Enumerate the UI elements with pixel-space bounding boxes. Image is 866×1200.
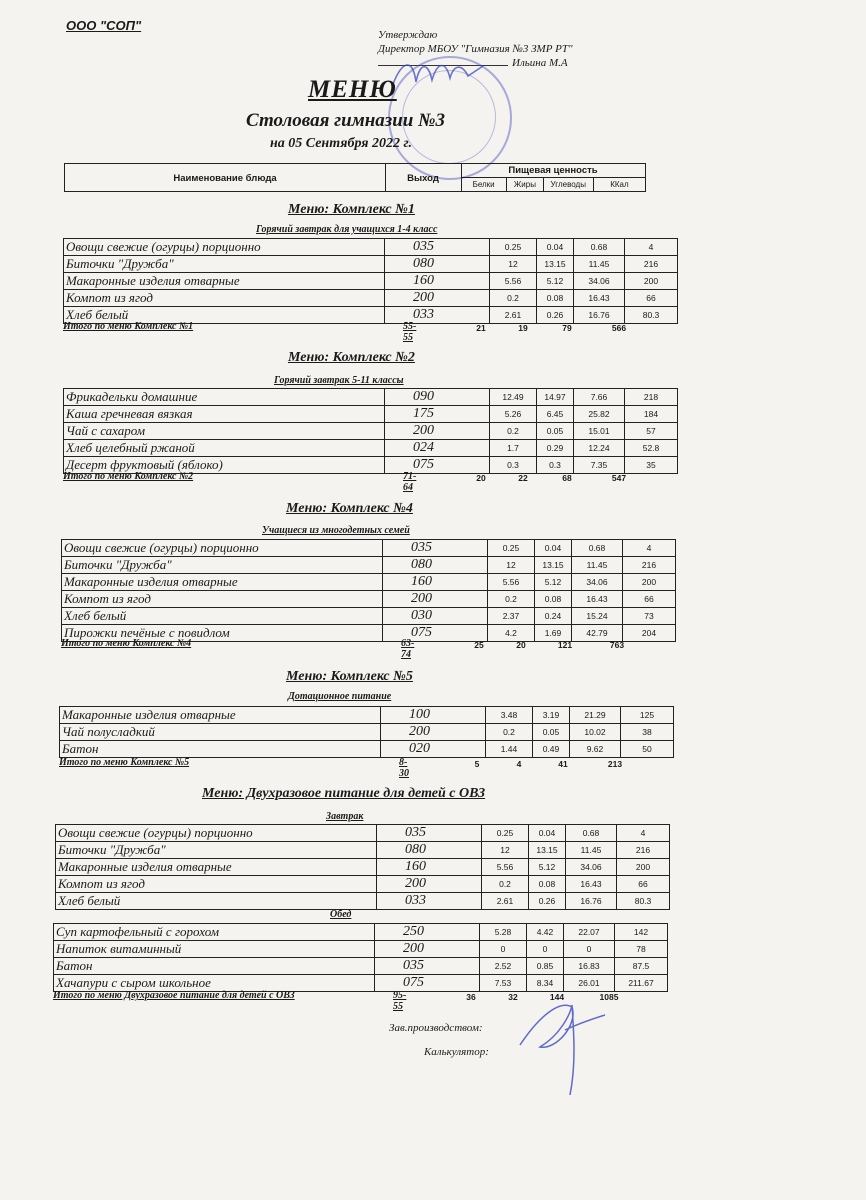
dish-output: 020 bbox=[381, 741, 486, 758]
table-row bbox=[56, 825, 670, 842]
table-row bbox=[62, 574, 676, 591]
dish-fat: 0.49 bbox=[533, 741, 570, 758]
dish-name: Макаронные изделия отварные bbox=[64, 273, 385, 290]
dish-output: 035 bbox=[377, 825, 482, 842]
dish-fat: 0.08 bbox=[529, 876, 566, 893]
total-output: 8-30 bbox=[399, 757, 409, 779]
dish-carbs: 16.83 bbox=[564, 958, 615, 975]
dish-carbs: 10.02 bbox=[570, 724, 621, 741]
dish-carbs: 11.45 bbox=[566, 842, 617, 859]
dish-protein: 0.25 bbox=[482, 825, 529, 842]
header-protein: Белки bbox=[461, 178, 507, 191]
dish-kcal: 216 bbox=[617, 842, 670, 859]
section-title-complex-2: Меню: Комплекс №2 bbox=[288, 350, 415, 365]
dish-name: Каша гречневая вязкая bbox=[64, 406, 385, 423]
dish-protein: 12 bbox=[488, 557, 535, 574]
manager-signature-icon bbox=[510, 995, 610, 1105]
dish-protein: 0.3 bbox=[490, 457, 537, 474]
dish-name: Напиток витаминный bbox=[54, 941, 375, 958]
dish-kcal: 87.5 bbox=[615, 958, 668, 975]
total-carbs: 121 bbox=[557, 640, 573, 650]
dish-kcal: 80.3 bbox=[625, 307, 678, 324]
dish-kcal: 211.67 bbox=[615, 975, 668, 992]
table-row bbox=[54, 924, 668, 941]
dish-name: Биточки "Дружба" bbox=[56, 842, 377, 859]
subsection-title-complex-5: Дотационное питание bbox=[288, 691, 392, 702]
dish-name: Фрикадельки домашние bbox=[64, 389, 385, 406]
header-nutrition-label: Пищевая ценность bbox=[461, 164, 645, 178]
total-protein: 21 bbox=[476, 323, 486, 333]
dish-protein: 1.44 bbox=[486, 741, 533, 758]
dish-name: Батон bbox=[54, 958, 375, 975]
section-title-complex-5: Меню: Комплекс №5 bbox=[286, 669, 413, 684]
total-kcal: 566 bbox=[611, 323, 627, 333]
dish-carbs: 42.79 bbox=[572, 625, 623, 642]
total-carbs: 79 bbox=[562, 323, 572, 333]
dish-name: Чай полусладкий bbox=[60, 724, 381, 741]
dish-name: Хлеб белый bbox=[64, 307, 385, 324]
total-kcal: 213 bbox=[607, 759, 623, 769]
subsection-title-complex-2: Горячий завтрак 5-11 классы bbox=[274, 375, 404, 386]
subsection-title-complex-1: Горячий завтрак для учащихся 1-4 класс bbox=[256, 224, 438, 235]
total-fat: 32 bbox=[508, 992, 518, 1002]
dish-carbs: 7.35 bbox=[574, 457, 625, 474]
table-row bbox=[56, 859, 670, 876]
dish-fat: 14.97 bbox=[537, 389, 574, 406]
dish-output: 080 bbox=[383, 557, 488, 574]
director-name: Ильина М.А bbox=[512, 57, 568, 69]
dish-protein: 0.2 bbox=[486, 724, 533, 741]
table-header bbox=[64, 163, 646, 192]
dish-kcal: 200 bbox=[617, 859, 670, 876]
total-fat: 4 bbox=[516, 759, 522, 769]
section-title-ovz: Меню: Двухразовое питание для детей с ОВЗ bbox=[202, 786, 486, 801]
total-label: Итого по меню Двухразовое питание для детей с ОВЗ bbox=[53, 990, 295, 1001]
dish-output: 175 bbox=[385, 406, 490, 423]
dish-kcal: 80.3 bbox=[617, 893, 670, 910]
dish-fat: 0.26 bbox=[537, 307, 574, 324]
dish-output: 080 bbox=[377, 842, 482, 859]
dish-fat: 0.04 bbox=[535, 540, 572, 557]
dish-name: Овощи свежие (огурцы) порционно bbox=[62, 540, 383, 557]
director-title: Директор МБОУ "Гимназия №3 ЗМР РТ" bbox=[378, 43, 573, 55]
table-row bbox=[62, 591, 676, 608]
dish-carbs: 12.24 bbox=[574, 440, 625, 457]
table-row bbox=[64, 389, 678, 406]
dish-name: Компот из ягод bbox=[64, 290, 385, 307]
dish-protein: 0.2 bbox=[482, 876, 529, 893]
table-row bbox=[64, 256, 678, 273]
total-protein: 5 bbox=[474, 759, 480, 769]
dish-protein: 12.49 bbox=[490, 389, 537, 406]
dish-output: 075 bbox=[385, 457, 490, 474]
dish-output: 033 bbox=[385, 307, 490, 324]
dish-carbs: 0 bbox=[564, 941, 615, 958]
dish-name: Суп картофельный с горохом bbox=[54, 924, 375, 941]
dish-output: 160 bbox=[383, 574, 488, 591]
dish-output: 160 bbox=[385, 273, 490, 290]
dish-carbs: 34.06 bbox=[572, 574, 623, 591]
dish-kcal: 218 bbox=[625, 389, 678, 406]
dish-kcal: 4 bbox=[625, 239, 678, 256]
dish-output: 200 bbox=[377, 876, 482, 893]
dish-fat: 0.04 bbox=[537, 239, 574, 256]
dish-kcal: 216 bbox=[625, 256, 678, 273]
dish-fat: 0.05 bbox=[533, 724, 570, 741]
dish-fat: 0.26 bbox=[529, 893, 566, 910]
dish-name: Хлеб целебный ржаной bbox=[64, 440, 385, 457]
dish-fat: 13.15 bbox=[537, 256, 574, 273]
table-row bbox=[64, 290, 678, 307]
dish-carbs: 16.76 bbox=[574, 307, 625, 324]
dish-protein: 0.25 bbox=[490, 239, 537, 256]
total-carbs: 68 bbox=[562, 473, 572, 483]
dish-fat: 1.69 bbox=[535, 625, 572, 642]
dish-carbs: 7.66 bbox=[574, 389, 625, 406]
page-subtitle: Столовая гимназии №3 bbox=[246, 110, 445, 131]
dish-protein: 3.48 bbox=[486, 707, 533, 724]
header-fat: Жиры bbox=[507, 178, 543, 191]
dish-fat: 5.12 bbox=[529, 859, 566, 876]
dish-protein: 0.2 bbox=[488, 591, 535, 608]
production-manager-label: Зав.производством: bbox=[389, 1022, 483, 1034]
dish-carbs: 26.01 bbox=[564, 975, 615, 992]
table-row bbox=[64, 239, 678, 256]
dish-name: Чай с сахаром bbox=[64, 423, 385, 440]
dish-output: 090 bbox=[385, 389, 490, 406]
total-output: 63-74 bbox=[401, 638, 415, 660]
dish-carbs: 0.68 bbox=[572, 540, 623, 557]
dish-name: Макаронные изделия отварные bbox=[62, 574, 383, 591]
dish-carbs: 16.43 bbox=[574, 290, 625, 307]
dish-fat: 0.08 bbox=[537, 290, 574, 307]
dish-name: Макаронные изделия отварные bbox=[60, 707, 381, 724]
dish-output: 250 bbox=[375, 924, 480, 941]
header-output: Выход bbox=[385, 164, 462, 191]
dish-output: 160 bbox=[377, 859, 482, 876]
dish-carbs: 15.01 bbox=[574, 423, 625, 440]
dish-output: 080 bbox=[385, 256, 490, 273]
table-row bbox=[56, 893, 670, 910]
dish-carbs: 9.62 bbox=[570, 741, 621, 758]
dish-protein: 12 bbox=[482, 842, 529, 859]
header-nutrition bbox=[461, 164, 645, 191]
dish-name: Биточки "Дружба" bbox=[62, 557, 383, 574]
dish-kcal: 216 bbox=[623, 557, 676, 574]
table-row bbox=[64, 440, 678, 457]
dish-fat: 0.24 bbox=[535, 608, 572, 625]
dish-fat: 13.15 bbox=[535, 557, 572, 574]
dish-carbs: 16.76 bbox=[566, 893, 617, 910]
total-protein: 36 bbox=[466, 992, 476, 1002]
table-row bbox=[60, 707, 674, 724]
total-output: 55-55 bbox=[403, 321, 417, 343]
dish-output: 200 bbox=[385, 423, 490, 440]
dish-kcal: 4 bbox=[623, 540, 676, 557]
total-kcal: 1085 bbox=[599, 992, 619, 1002]
menu-table-complex-5 bbox=[59, 706, 674, 758]
page-title: МЕНЮ bbox=[308, 76, 397, 103]
dish-name: Макаронные изделия отварные bbox=[56, 859, 377, 876]
dish-name: Хлеб белый bbox=[62, 608, 383, 625]
menu-table-complex-2 bbox=[63, 388, 678, 474]
header-dish: Наименование блюда bbox=[65, 164, 386, 191]
total-fat: 19 bbox=[518, 323, 528, 333]
table-row bbox=[56, 842, 670, 859]
dish-protein: 2.37 bbox=[488, 608, 535, 625]
table-row bbox=[54, 941, 668, 958]
dish-protein: 0 bbox=[480, 941, 527, 958]
dish-fat: 5.12 bbox=[535, 574, 572, 591]
company-name: ООО "СОП" bbox=[66, 18, 142, 33]
dish-fat: 0.29 bbox=[537, 440, 574, 457]
dish-kcal: 57 bbox=[625, 423, 678, 440]
dish-name: Компот из ягод bbox=[62, 591, 383, 608]
dish-output: 075 bbox=[375, 975, 480, 992]
dish-fat: 0.3 bbox=[537, 457, 574, 474]
dish-carbs: 11.45 bbox=[572, 557, 623, 574]
dish-protein: 2.61 bbox=[490, 307, 537, 324]
dish-protein: 0.2 bbox=[490, 423, 537, 440]
table-row bbox=[62, 557, 676, 574]
subsection-title-breakfast: Завтрак bbox=[326, 811, 364, 822]
dish-output: 030 bbox=[383, 608, 488, 625]
header-kcal: ККал bbox=[610, 180, 629, 189]
table-row bbox=[62, 540, 676, 557]
menu-table-complex-4 bbox=[61, 539, 676, 642]
dish-fat: 6.45 bbox=[537, 406, 574, 423]
dish-protein: 7.53 bbox=[480, 975, 527, 992]
total-label: Итого по меню Комплекс №5 bbox=[59, 757, 190, 768]
section-title-complex-4: Меню: Комплекс №4 bbox=[286, 501, 413, 516]
dish-kcal: 204 bbox=[623, 625, 676, 642]
dish-name: Хачапури с сыром школьное bbox=[54, 975, 375, 992]
dish-name: Хлеб белый bbox=[56, 893, 377, 910]
calculator-label: Калькулятор: bbox=[424, 1046, 489, 1058]
total-output: 95-55 bbox=[393, 990, 407, 1012]
dish-fat: 0.85 bbox=[527, 958, 564, 975]
table-row bbox=[54, 975, 668, 992]
dish-fat: 5.12 bbox=[537, 273, 574, 290]
dish-name: Компот из ягод bbox=[56, 876, 377, 893]
dish-fat: 0.05 bbox=[537, 423, 574, 440]
menu-table-complex-1 bbox=[63, 238, 678, 324]
total-carbs: 144 bbox=[549, 992, 565, 1002]
dish-name: Десерт фруктовый (яблоко) bbox=[64, 457, 385, 474]
dish-protein: 5.56 bbox=[490, 273, 537, 290]
dish-protein: 0.2 bbox=[490, 290, 537, 307]
dish-carbs: 15.24 bbox=[572, 608, 623, 625]
total-kcal: 547 bbox=[611, 473, 627, 483]
approve-label: Утверждаю bbox=[378, 29, 438, 41]
dish-fat: 0 bbox=[527, 941, 564, 958]
dish-protein: 2.52 bbox=[480, 958, 527, 975]
dish-output: 075 bbox=[383, 625, 488, 642]
dish-kcal: 78 bbox=[615, 941, 668, 958]
total-fat: 20 bbox=[516, 640, 526, 650]
subsection-title-lunch: Обед bbox=[330, 909, 352, 920]
dish-output: 035 bbox=[375, 958, 480, 975]
dish-output: 035 bbox=[383, 540, 488, 557]
dish-fat: 0.08 bbox=[535, 591, 572, 608]
dish-kcal: 66 bbox=[617, 876, 670, 893]
dish-protein: 5.26 bbox=[490, 406, 537, 423]
dish-carbs: 16.43 bbox=[572, 591, 623, 608]
dish-fat: 13.15 bbox=[529, 842, 566, 859]
table-row bbox=[64, 406, 678, 423]
dish-protein: 12 bbox=[490, 256, 537, 273]
dish-protein: 0.25 bbox=[488, 540, 535, 557]
dish-fat: 0.04 bbox=[529, 825, 566, 842]
dish-protein: 1.7 bbox=[490, 440, 537, 457]
dish-output: 024 bbox=[385, 440, 490, 457]
dish-kcal: 66 bbox=[625, 290, 678, 307]
total-kcal: 763 bbox=[609, 640, 625, 650]
total-label: Итого по меню Комплекс №1 bbox=[63, 321, 194, 332]
total-label: Итого по меню Комплекс №2 bbox=[63, 471, 194, 482]
total-output: 71-64 bbox=[403, 471, 417, 493]
dish-protein: 5.28 bbox=[480, 924, 527, 941]
dish-carbs: 34.06 bbox=[566, 859, 617, 876]
dish-output: 200 bbox=[375, 941, 480, 958]
dish-kcal: 4 bbox=[617, 825, 670, 842]
table-row bbox=[64, 423, 678, 440]
dish-kcal: 38 bbox=[621, 724, 674, 741]
dish-carbs: 34.06 bbox=[574, 273, 625, 290]
table-row bbox=[62, 608, 676, 625]
menu-table-ovz-lunch bbox=[53, 923, 668, 992]
subsection-title-complex-4: Учащиеся из многодетных семей bbox=[262, 525, 410, 536]
dish-kcal: 66 bbox=[623, 591, 676, 608]
dish-kcal: 50 bbox=[621, 741, 674, 758]
dish-carbs: 21.29 bbox=[570, 707, 621, 724]
table-row bbox=[64, 273, 678, 290]
dish-output: 100 bbox=[381, 707, 486, 724]
dish-fat: 8.34 bbox=[527, 975, 564, 992]
director-signature-icon bbox=[388, 54, 488, 94]
dish-kcal: 73 bbox=[623, 608, 676, 625]
menu-table-ovz-breakfast bbox=[55, 824, 670, 910]
dish-name: Батон bbox=[60, 741, 381, 758]
menu-date: на 05 Сентября 2022 г. bbox=[270, 136, 412, 151]
dish-kcal: 184 bbox=[625, 406, 678, 423]
dish-name: Пирожки печёные с повидлом bbox=[62, 625, 383, 642]
table-row bbox=[54, 958, 668, 975]
dish-kcal: 125 bbox=[621, 707, 674, 724]
dish-name: Овощи свежие (огурцы) порционно bbox=[56, 825, 377, 842]
total-protein: 20 bbox=[476, 473, 486, 483]
dish-carbs: 22.07 bbox=[564, 924, 615, 941]
total-label: Итого по меню Комплекс №4 bbox=[61, 638, 192, 649]
dish-protein: 4.2 bbox=[488, 625, 535, 642]
dish-name: Биточки "Дружба" bbox=[64, 256, 385, 273]
dish-carbs: 0.68 bbox=[566, 825, 617, 842]
dish-carbs: 25.82 bbox=[574, 406, 625, 423]
dish-kcal: 200 bbox=[625, 273, 678, 290]
dish-output: 200 bbox=[385, 290, 490, 307]
dish-output: 033 bbox=[377, 893, 482, 910]
header-carbs: Углеводы bbox=[544, 178, 594, 191]
table-row bbox=[56, 876, 670, 893]
dish-name: Овощи свежие (огурцы) порционно bbox=[64, 239, 385, 256]
total-protein: 25 bbox=[474, 640, 484, 650]
dish-carbs: 16.43 bbox=[566, 876, 617, 893]
dish-kcal: 142 bbox=[615, 924, 668, 941]
table-row bbox=[60, 724, 674, 741]
dish-kcal: 35 bbox=[625, 457, 678, 474]
dish-output: 200 bbox=[383, 591, 488, 608]
dish-protein: 5.56 bbox=[488, 574, 535, 591]
total-carbs: 41 bbox=[558, 759, 568, 769]
dish-fat: 3.19 bbox=[533, 707, 570, 724]
dish-output: 200 bbox=[381, 724, 486, 741]
table-row bbox=[60, 741, 674, 758]
section-title-complex-1: Меню: Комплекс №1 bbox=[288, 202, 415, 217]
dish-output: 035 bbox=[385, 239, 490, 256]
dish-kcal: 52.8 bbox=[625, 440, 678, 457]
dish-kcal: 200 bbox=[623, 574, 676, 591]
dish-protein: 2.61 bbox=[482, 893, 529, 910]
dish-fat: 4.42 bbox=[527, 924, 564, 941]
dish-carbs: 0.68 bbox=[574, 239, 625, 256]
total-fat: 22 bbox=[518, 473, 528, 483]
dish-protein: 5.56 bbox=[482, 859, 529, 876]
dish-carbs: 11.45 bbox=[574, 256, 625, 273]
